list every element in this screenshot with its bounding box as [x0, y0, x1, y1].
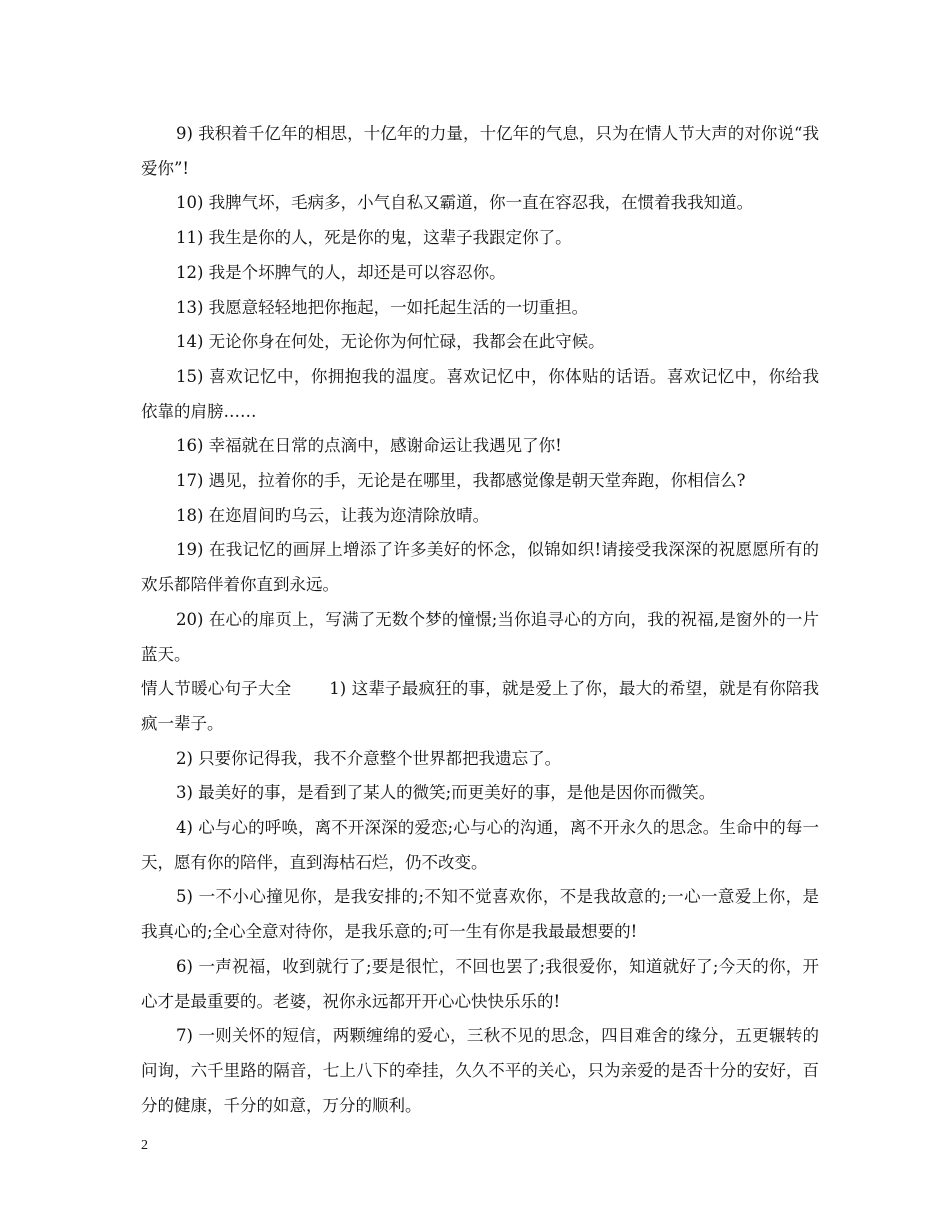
paragraph-item-12: 12) 我是个坏脾气的人，却还是可以容忍你。 [176, 262, 506, 282]
paragraph-item-10: 10) 我脾气坏，毛病多，小气自私又霸道，你一直在容忍我，在惯着我我知道。 [176, 193, 754, 213]
paragraph-item-13: 13) 我愿意轻轻地把你拖起，一如托起生活的一切重担。 [176, 297, 589, 317]
section-item-5: 5) 一不小心撞见你，是我安排的;不知不觉喜欢你，不是我故意的;一心一意爱上你，是我真心的;全心全意对待你，是我乐意的;可一生有你是我最最想要的! [141, 887, 819, 942]
paragraph-item-14: 14) 无论你身在何处，无论你为何忙碌，我都会在此守候。 [176, 332, 605, 352]
section-item-7: 7) 一则关怀的短信，两颗缠绵的爱心，三秋不见的思念，四目难舍的缘分，五更辗转的问询，六千里路的隔音，七上八下的牵挂，久久不平的关心，只为亲爱的是否十分的安好，百分的健康，千分的如意，万分的顺利。 [141, 1026, 819, 1115]
paragraph-item-11: 11) 我生是你的人，死是你的鬼，这辈子我跟定你了。 [176, 228, 572, 248]
paragraph-item-20: 20) 在心的扉页上，写满了无数个梦的憧憬;当你追寻心的方向，我的祝福,是窗外的一片蓝天。 [141, 609, 819, 664]
section-title: 情人节暖心句子大全 [141, 679, 292, 699]
page-number: 2 [141, 1138, 148, 1153]
paragraph-item-15: 15) 喜欢记忆中，你拥抱我的温度。喜欢记忆中，你体贴的话语。喜欢记忆中，你给我依靠的肩膀…… [141, 366, 819, 421]
section-item-4: 4) 心与心的呼唤，离不开深深的爱恋;心与心的沟通，离不开永久的思念。生命中的每一天，愿有你的陪伴，直到海枯石烂，仍不改变。 [141, 818, 819, 872]
section-item-1: 1) 这辈子最疯狂的事，就是爱上了你，最大的希望，就是有你陪我疯一辈子。 [141, 679, 819, 733]
section-item-3: 3) 最美好的事，是看到了某人的微笑;而更美好的事，是他是因你而微笑。 [176, 783, 716, 803]
section-item-2: 2) 只要你记得我，我不介意整个世界都把我遗忘了。 [176, 748, 562, 768]
section-paragraph [141, 672, 819, 741]
paragraph-item-16: 16) 幸福就在日常的点滴中，感谢命运让我遇见了你! [176, 436, 562, 456]
paragraph-item-19: 19) 在我记忆的画屏上增添了许多美好的怀念，似锦如织!请接受我深深的祝愿愿所有的欢乐都陪伴着你直到永远。 [141, 540, 819, 595]
paragraph-item-9: 9) 我积着千亿年的相思，十亿年的力量，十亿年的气息，只为在情人节大声的对你说“我爱你”! [141, 124, 819, 178]
paragraph-item-18: 18) 在迩眉间旳乌云，让莪为迩清除放晴。 [176, 505, 490, 525]
paragraph-item-17: 17) 遇见，拉着你的手，无论是在哪里，我都感觉像是朝天堂奔跑，你相信么? [176, 471, 746, 491]
document-body [141, 117, 819, 1123]
section-item-6: 6) 一声祝福，收到就行了;要是很忙，不回也罢了;我很爱你，知道就好了;今天的你，开心才是最重要的。老婆，祝你永远都开开心心快快乐乐的! [141, 956, 819, 1011]
